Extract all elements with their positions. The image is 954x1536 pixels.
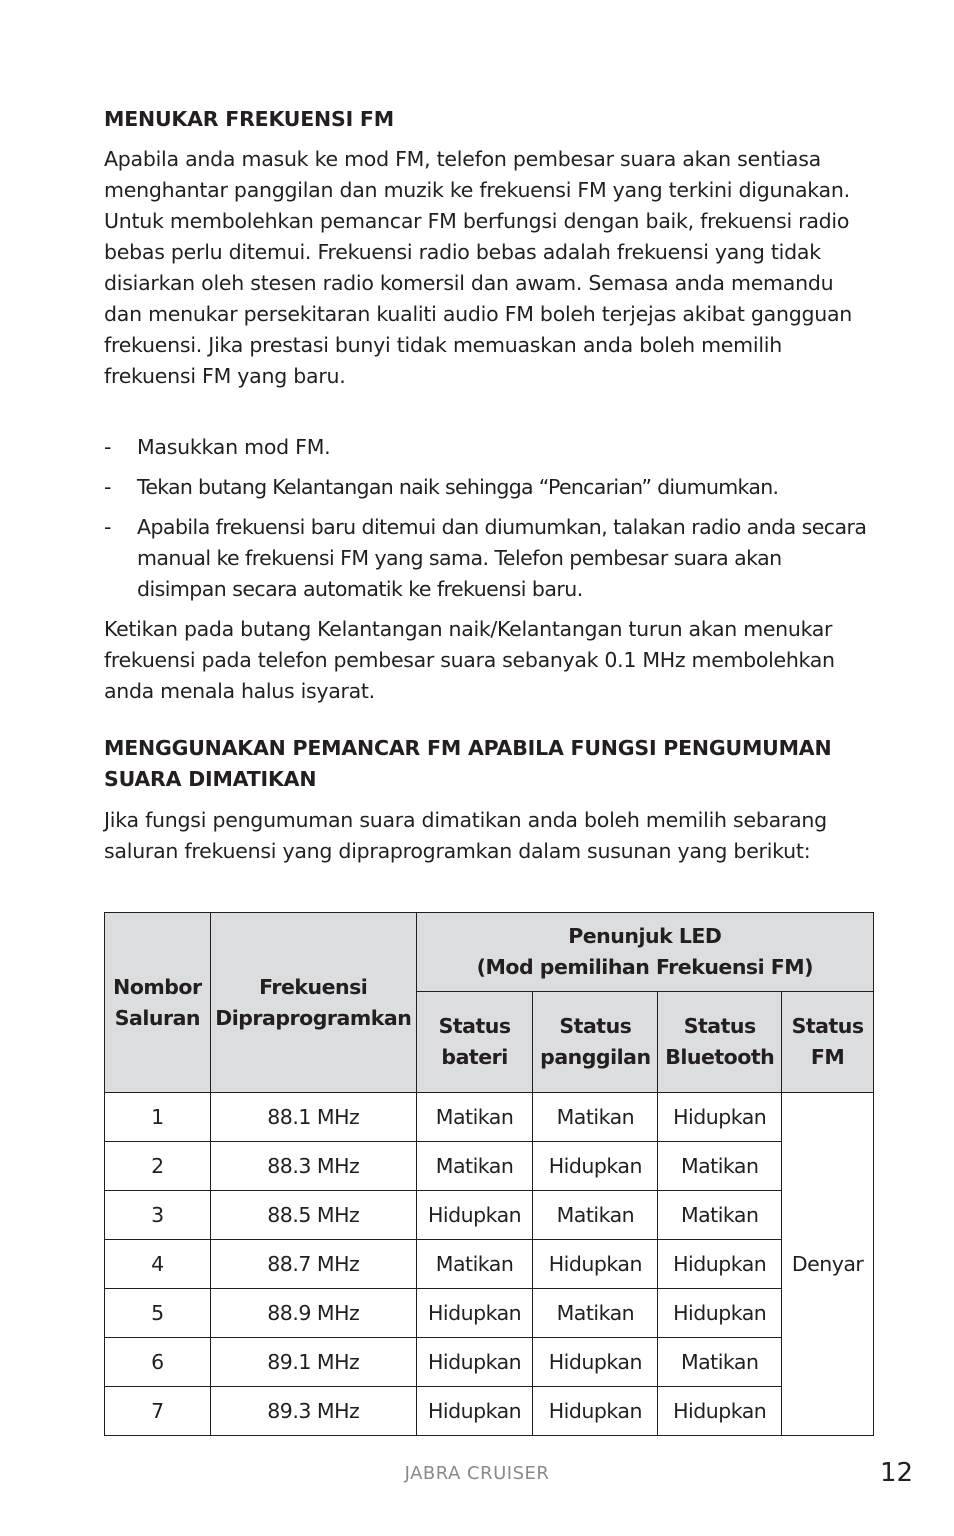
list-item: - Tekan butang Kelantangan naik sehingga “Pencarian” diumumkan.	[104, 475, 779, 499]
step-list	[104, 432, 874, 463]
table-row: 4 88.7 MHz Matikan Hidupkan Hidupkan	[105, 1240, 874, 1289]
footer-product-name: JABRA CRUISER	[404, 1463, 550, 1484]
column-header-battery: Status bateri	[416, 992, 533, 1093]
section-heading-voice-off: MENGGUNAKAN PEMANCAR FM APABILA FUNGSI PENGUMUMAN SUARA DIMATIKAN	[104, 736, 832, 791]
column-header-call: Status panggilan	[533, 992, 658, 1093]
table-row: 3 88.5 MHz Hidupkan Matikan Matikan	[105, 1191, 874, 1240]
list-item: - Apabila frekuensi baru ditemui dan diumumkan, talakan radio anda secara manual ke frekuensi FM yang sama. Telefon pembesar suara akan disimpan secara automatik ke frekuensi baru.	[104, 515, 867, 601]
step-list	[104, 472, 874, 503]
fm-status-cell: Denyar	[782, 1093, 874, 1436]
column-header-channel: Nombor Saluran	[105, 913, 211, 1093]
step-list	[104, 512, 874, 605]
tuning-note-paragraph: Ketikan pada butang Kelantangan naik/Kelantangan turun akan menukar frekuensi pada telefon pembesar suara sebanyak 0.1 MHz membolehkan anda menala halus isyarat.	[104, 617, 835, 703]
section-intro-paragraph: Apabila anda masuk ke mod FM, telefon pembesar suara akan sentiasa menghantar panggilan dan muzik ke frekuensi FM yang terkini digunakan. Untuk membolehkan pemancar FM berfungsi dengan baik, frekuensi radio bebas perlu ditemui. Frekuensi radio bebas adalah frekuensi yang tidak disiarkan oleh stesen radio komersil dan awam. Semasa anda memandu dan menukar persekitaran kualiti audio FM boleh terjejas akibat gangguan frekuensi. Jika prestasi bunyi tidak memuaskan anda boleh memilih frekuensi FM yang baru.	[104, 147, 853, 388]
column-header-led-group: Penunjuk LED (Mod pemilihan Frekuensi FM)	[416, 913, 873, 992]
column-header-fm: Status FM	[782, 992, 874, 1093]
section-intro-paragraph: Jika fungsi pengumuman suara dimatikan anda boleh memilih sebarang saluran frekuensi yang dipraprogramkan dalam susunan yang berikut:	[104, 808, 827, 863]
page-number: 12	[880, 1458, 914, 1488]
table-row: 1 88.1 MHz Matikan Matikan Hidupkan Denyar	[105, 1093, 874, 1142]
column-header-bluetooth: Status Bluetooth	[658, 992, 782, 1093]
section-heading-change-fm: MENUKAR FREKUENSI FM	[104, 107, 394, 131]
table-row: 5 88.9 MHz Hidupkan Matikan Hidupkan	[105, 1289, 874, 1338]
column-header-frequency: Frekuensi Dipraprogramkan	[210, 913, 416, 1093]
table-row: 7 89.3 MHz Hidupkan Hidupkan Hidupkan	[105, 1387, 874, 1436]
table-row: 6 89.1 MHz Hidupkan Hidupkan Matikan	[105, 1338, 874, 1387]
table-row: 2 88.3 MHz Matikan Hidupkan Matikan	[105, 1142, 874, 1191]
list-item: - Masukkan mod FM.	[104, 435, 331, 459]
frequency-table	[104, 912, 874, 1436]
